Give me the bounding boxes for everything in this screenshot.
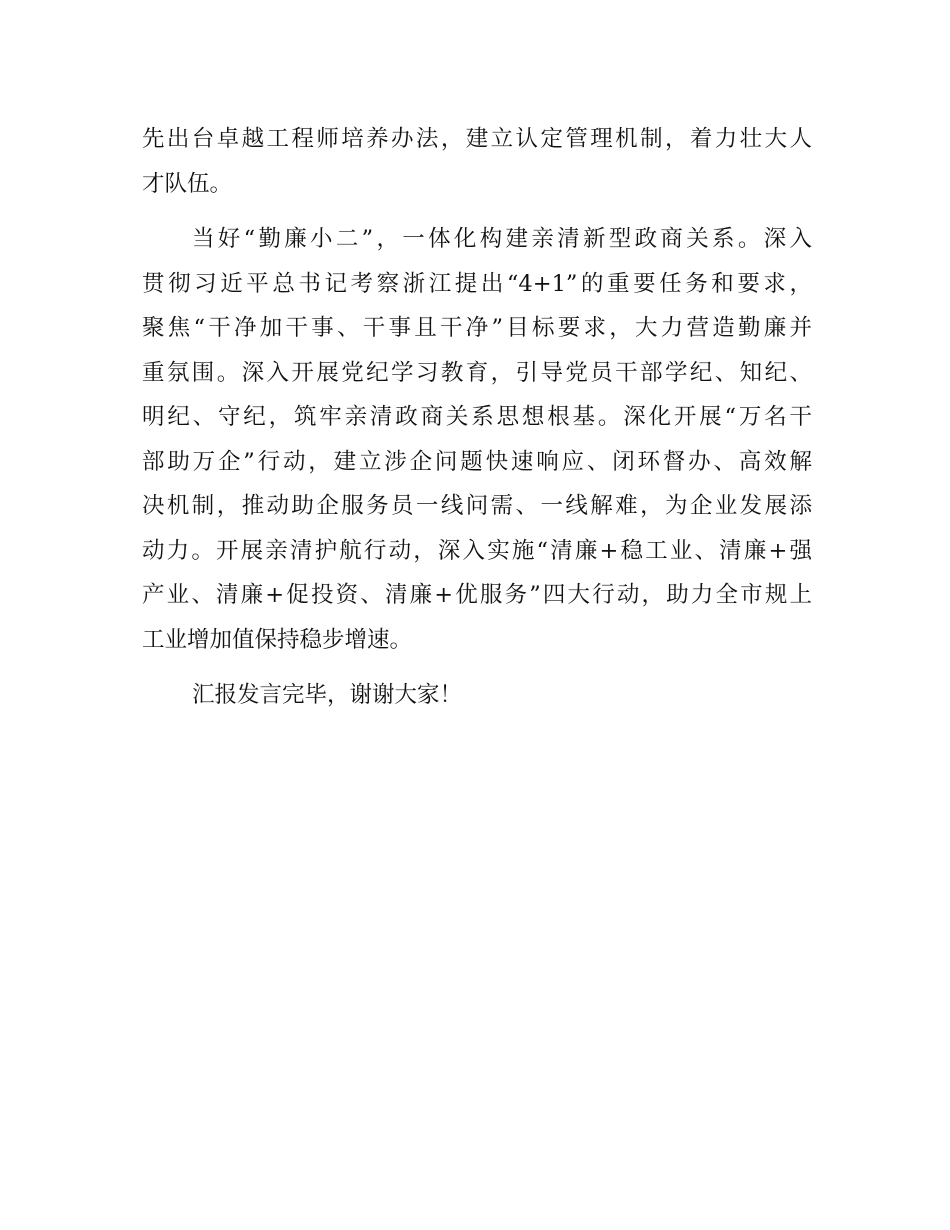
closing-line: 汇报发言完毕，谢谢大家！	[192, 682, 463, 708]
text-line: 重氛围。深入开展党纪学习教育，引导党员干部学纪、知纪、	[142, 359, 812, 386]
paragraph-closing	[142, 673, 812, 718]
text-line: 工业增加值保持稳步增速。	[142, 626, 413, 653]
text-line: 产业、清廉+促投资、清廉+优服务”四大行动，助力全市规上	[142, 582, 812, 608]
text-line: 动力。开展亲清护航行动，深入实施“清廉+稳工业、清廉+强	[142, 537, 812, 564]
text-line: 明纪、守纪，筑牢亲清政商关系思想根基。深化开展“万名干	[142, 404, 812, 430]
text-line: 聚焦“干净加干事、干事且干净”目标要求，大力营造勤廉并	[142, 315, 812, 341]
text-line: 决机制，推动助企服务员一线问需、一线解难，为企业发展添	[142, 493, 812, 519]
text-line: 才队伍。	[142, 170, 233, 197]
text-line: 部助万企”行动，建立涉企问题快速响应、闭环督办、高效解	[142, 448, 812, 475]
document-body	[142, 117, 812, 718]
paragraph-business-relations	[142, 217, 812, 662]
text-line: 贯彻习近平总书记考察浙江提出“4+1”的重要任务和要求，	[142, 270, 812, 297]
text-line: 当好“勤廉小二”，一体化构建亲清新型政商关系。深入	[192, 226, 812, 252]
paragraph-talent	[142, 117, 812, 206]
text-line: 先出台卓越工程师培养办法，建立认定管理机制，着力壮大人	[142, 126, 812, 152]
